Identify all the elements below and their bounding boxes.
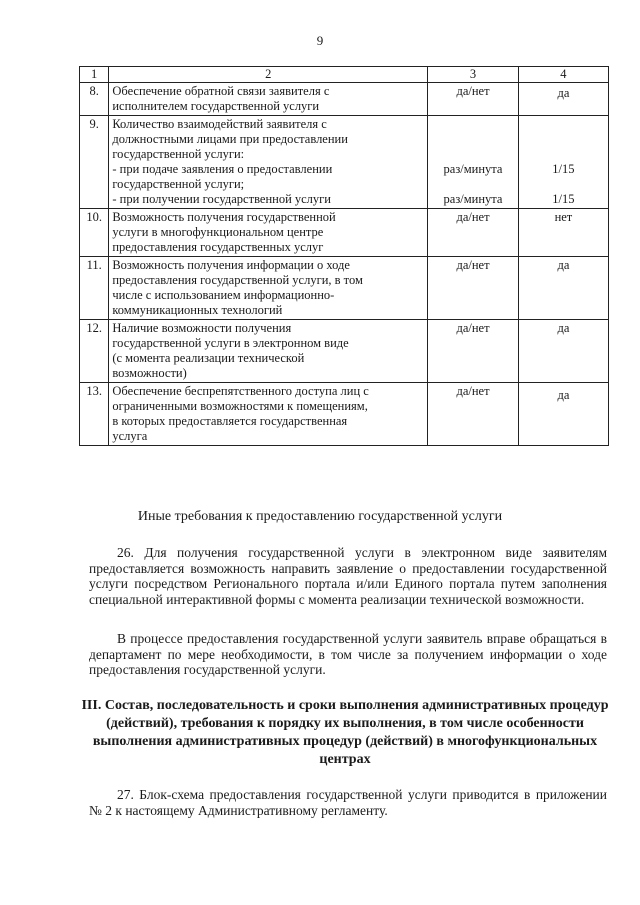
section-iii-heading: III. Состав, последовательность и сроки выполнения административных процедур (действий), требования к порядку их выполнения, в том числе особенности выполнения административных процедур (действий) в многофункциональных центрах: [81, 698, 609, 767]
table-row: [80, 83, 609, 116]
description-line: Возможность получения информации о ходе: [112, 258, 350, 272]
description-line: предоставления государственных услуг: [112, 240, 324, 254]
description-line: услуга: [112, 429, 148, 443]
description-line: Обеспечение обратной связи заявителя с: [112, 84, 330, 98]
description-line: услуги в многофункциональном центре: [112, 225, 324, 239]
row-value: [518, 320, 608, 383]
value-text: нет: [554, 210, 573, 224]
table-header-row: [80, 67, 609, 83]
paragraph-27-text: 27. Блок-схема предоставления государственной услуги приводится в приложении № 2 к настоящему Административному регламенту.: [89, 787, 607, 818]
description-line: Количество взаимодействий заявителя с: [112, 117, 327, 131]
row-value: [518, 383, 608, 446]
row-description: [109, 383, 428, 446]
table-row: [80, 320, 609, 383]
row-unit: [428, 320, 519, 383]
table-row: [80, 383, 609, 446]
unit-text: да/нет: [456, 210, 490, 224]
header-cell: 2: [109, 67, 428, 83]
paragraph-26b-text: В процессе предоставления государственной услуги заявитель вправе обращаться в департамент по мере необходимости, в том числе за получением информации о ходе предоставления государственной услуги.: [89, 631, 607, 677]
row-unit: [428, 257, 519, 320]
description-line: Обеспечение беспрепятственного доступа лиц с: [112, 384, 369, 398]
description-line: (с момента реализации технической: [112, 351, 305, 365]
row-description: [109, 209, 428, 257]
row-number: 9.: [80, 116, 109, 209]
description-line: в которых предоставляется государственная: [112, 414, 348, 428]
header-cell: 3: [428, 67, 519, 83]
value-text: да: [557, 86, 570, 100]
description-line: коммуникационных технологий: [112, 303, 283, 317]
row-description: [109, 83, 428, 116]
row-description: [109, 116, 428, 209]
header-cell: 1: [80, 67, 109, 83]
description-line: - при получении государственной услуги: [112, 192, 331, 206]
description-line: Возможность получения государственной: [112, 210, 336, 224]
description-line: ограниченными возможностями к помещениям,: [112, 399, 368, 413]
table-row: [80, 209, 609, 257]
value-text: 1/15: [552, 192, 575, 206]
paragraph-26b: [89, 631, 607, 678]
description-line: должностными лицами при предоставлении: [112, 132, 348, 146]
row-unit: [428, 383, 519, 446]
row-value: [518, 209, 608, 257]
description-line: государственной услуги:: [112, 147, 245, 161]
row-value: [518, 257, 608, 320]
paragraph-26-text: 26. Для получения государственной услуги в электронном виде заявителям предоставляется возможность направить заявление о предоставлении государственной услуги посредством Регионального портала и/или Единого портала путем заполнения специальной интерактивной формы с момента реализации технической возможности.: [89, 545, 607, 607]
row-unit: [428, 83, 519, 116]
unit-text: да/нет: [456, 258, 490, 272]
description-line: исполнителем государственной услуги: [112, 99, 320, 113]
description-line: возможности): [112, 366, 187, 380]
value-text: да: [557, 258, 570, 272]
row-unit: [428, 209, 519, 257]
row-number: 12.: [80, 320, 109, 383]
table-row: [80, 257, 609, 320]
header-cell: 4: [518, 67, 608, 83]
other-requirements-heading: Иные требования к предоставлению государственной услуги: [137, 509, 503, 524]
value-text: да: [557, 388, 570, 402]
description-line: - при подаче заявления о предоставлении: [112, 162, 333, 176]
description-line: числе с использованием информационно-: [112, 288, 335, 302]
row-description: [109, 320, 428, 383]
row-value: [518, 83, 608, 116]
indicators-table: [79, 66, 609, 446]
unit-text: раз/минута: [443, 192, 503, 206]
unit-text: раз/минута: [443, 162, 503, 176]
description-line: государственной услуги в электронном виде: [112, 336, 349, 350]
table-row: [80, 116, 609, 209]
value-text: да: [557, 321, 570, 335]
unit-text: да/нет: [456, 321, 490, 335]
row-unit: [428, 116, 519, 209]
row-value: [518, 116, 608, 209]
row-number: 8.: [80, 83, 109, 116]
unit-text: да/нет: [456, 84, 490, 98]
unit-text: да/нет: [456, 384, 490, 398]
row-number: 11.: [80, 257, 109, 320]
description-line: Наличие возможности получения: [112, 321, 292, 335]
page-number: 9: [316, 33, 324, 48]
paragraph-27: [89, 787, 607, 818]
row-description: [109, 257, 428, 320]
row-number: 10.: [80, 209, 109, 257]
row-number: 13.: [80, 383, 109, 446]
value-text: 1/15: [552, 162, 575, 176]
description-line: предоставления государственной услуги, в том: [112, 273, 363, 287]
paragraph-26: [89, 545, 607, 607]
description-line: государственной услуги;: [112, 177, 245, 191]
